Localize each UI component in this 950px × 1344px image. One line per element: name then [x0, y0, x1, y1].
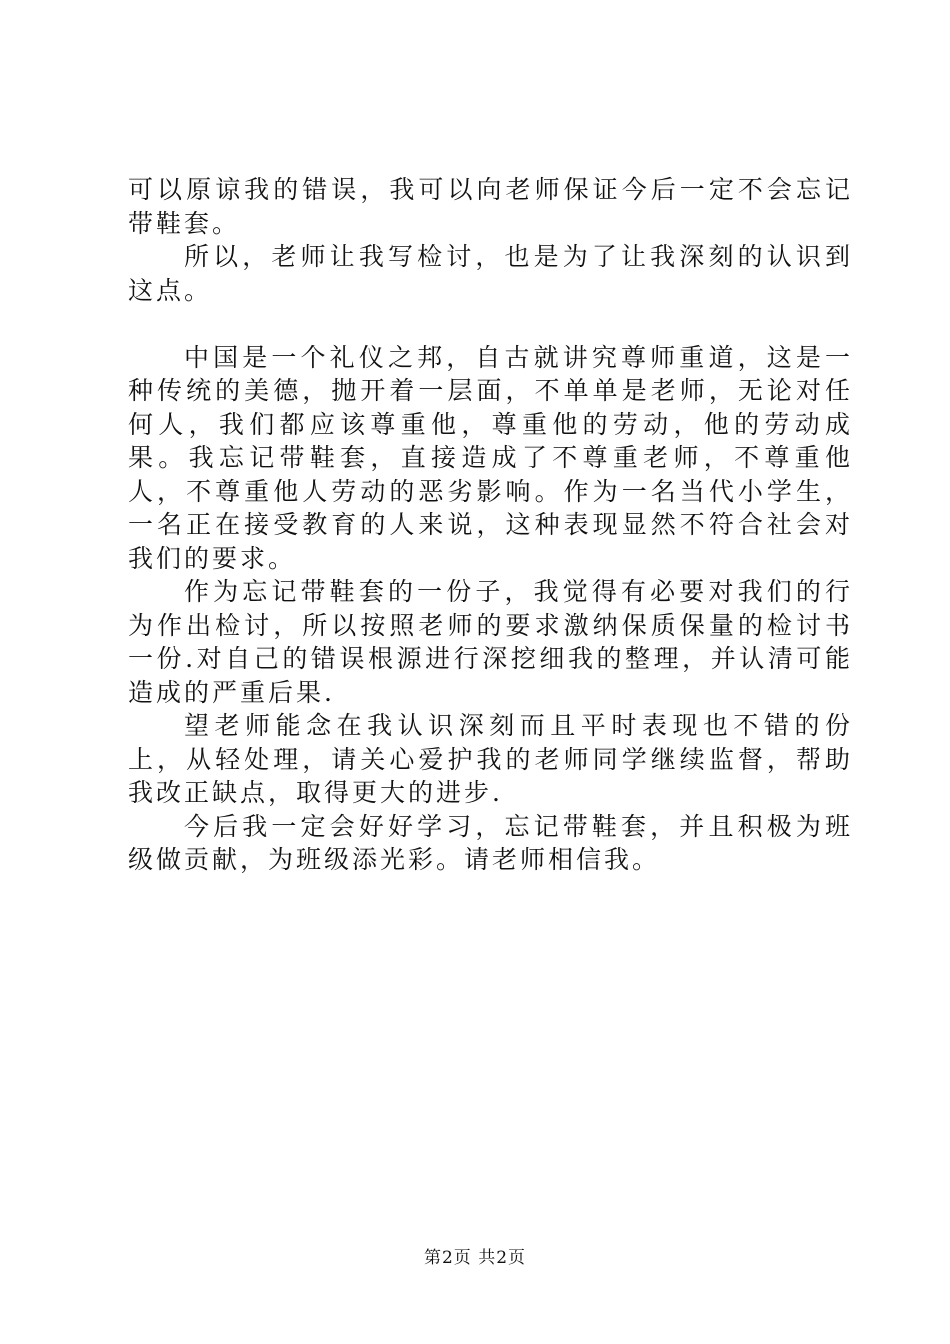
document-body [128, 173, 853, 877]
paragraph: 中国是一个礼仪之邦，自古就讲究尊师重道，这是一种传统的美德，抛开着一层面，不单单是老师，无论对任何人，我们都应该尊重他，尊重他的劳动，他的劳动成果。我忘记带鞋套，直接造成了不尊重老师，不尊重他人，不尊重他人劳动的恶劣影响。作为一名当代小学生，一名正在接受教育的人来说，这种表现显然不符合社会对我们的要求。 [128, 342, 853, 573]
page-footer: 第2页 共2页 [423, 1248, 527, 1268]
paragraph: 今后我一定会好好学习，忘记带鞋套，并且积极为班级做贡献，为班级添光彩。请老师相信我。 [128, 811, 853, 874]
paragraph: 所以，老师让我写检讨，也是为了让我深刻的认识到这点。 [128, 242, 853, 305]
paragraph: 作为忘记带鞋套的一份子，我觉得有必要对我们的行为作出检讨，所以按照老师的要求激纳保质保量的检讨书一份.对自己的错误根源进行深挖细我的整理，并认清可能造成的严重后果. [128, 577, 853, 707]
paragraph-continued: 可以原谅我的错误，我可以向老师保证今后一定不会忘记带鞋套。 [128, 175, 853, 238]
paragraph: 望老师能念在我认识深刻而且平时表现也不错的份上，从轻处理，请关心爱护我的老师同学继续监督，帮助我改正缺点，取得更大的进步. [128, 711, 853, 807]
